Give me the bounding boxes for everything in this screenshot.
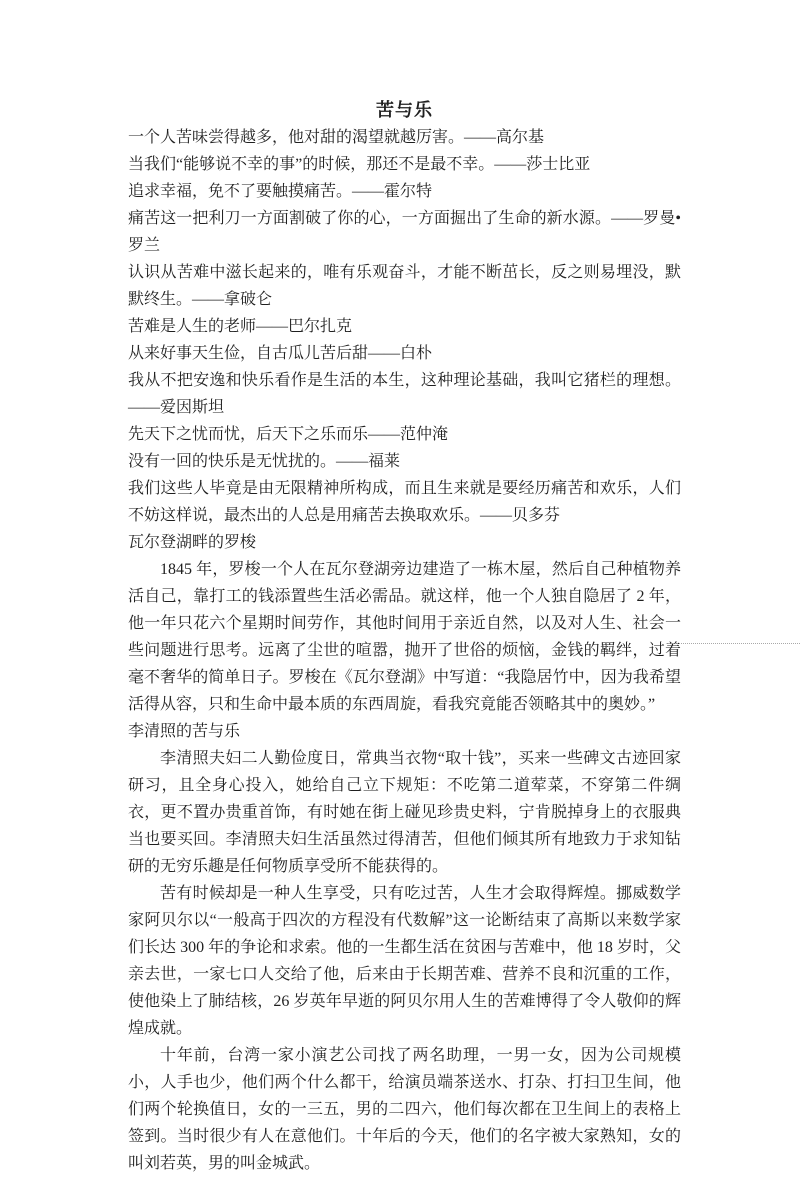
section-heading-liqingzhao: 李清照的苦与乐 (128, 723, 241, 740)
document-title: 苦与乐 (376, 100, 433, 120)
quote-line-fulai: 没有一回的快乐是无忧扰的。——福莱 (128, 453, 401, 470)
section-heading-thoreau: 瓦尔登湖畔的罗梭 (128, 534, 257, 551)
document-page (128, 96, 681, 1177)
paragraph-taiwan-assistants: 十年前，台湾一家小演艺公司找了两名助理，一男一女，因为公司规模小，人手也少，他们两个什么都干，给演员端茶送水、打杂、打扫卫生间，他们两个轮换值日，女的一三五，男的二四六，他们每次都在卫生间上的表格上签到。当时很少有人在意他们。十年后的今天，他们的名字被大家熟知，女的叫刘若英，男的叫金城武。 (128, 1047, 681, 1172)
quote-line-einstein: 我从不把安逸和快乐看作是生活的本生，这种理论基础，我叫它猪栏的理想。——爱因斯坦 (128, 372, 681, 416)
quote-line-baipu: 从来好事天生俭，自古瓜儿苦后甜——白朴 (128, 345, 433, 362)
paragraph-liqingzhao: 李清照夫妇二人勤俭度日，常典当衣物“取十钱”，买来一些碑文古迹回家研习，且全身心投入，她给自己立下规矩：不吃第二道荤菜，不穿第二件绸衣，更不置办贵重首饰，有时她在街上碰见珍贵史料，宁肯脱掉身上的衣服典当也要买回。李清照夫妇生活虽然过得清苦，但他们倾其所有地致力于求知钻研的无穷乐趣是任何物质享受所不能获得的。 (128, 750, 681, 875)
paragraph-thoreau: 1845 年，罗梭一个人在瓦尔登湖旁边建造了一栋木屋，然后自己种植物养活自己，靠打工的钱添置些生活必需品。就这样，他一个人独自隐居了 2 年，他一年只花六个星期时间劳作，其他时间用于亲近自然，以及对人生、社会一些问题进行思考。远离了尘世的喧嚣，抛开了世俗的烦恼，金钱的羁绊，过着毫不奢华的简单日子。罗梭在《瓦尔登湖》中写道：“我隐居竹中，因为我希望活得从容，只和生命中最本质的东西周旋，看我究竟能否领略其中的奥妙。” (128, 561, 681, 713)
quote-line-holt: 追求幸福，免不了要触摸痛苦。——霍尔特 (128, 183, 433, 200)
quote-line-fanzhongyan: 先天下之忧而忧，后天下之乐而乐——范仲淹 (128, 426, 449, 443)
paragraph-abel: 苦有时候却是一种人生享受，只有吃过苦，人生才会取得辉煌。挪威数学家阿贝尔以“一般高于四次的方程没有代数解”这一论断结束了高斯以来数学家们长达 300 年的争论和求索。他的一生都生活在贫困与苦难中，他 18 岁时，父亲去世，一家七口人交给了他，后来由于长期苦难、营养不良和沉重的工作，使他染上了肺结核，26 岁英年早逝的阿贝尔用人生的苦难博得了令人敬仰的辉煌成就。 (128, 885, 681, 1037)
quote-line-balzac: 苦难是人生的老师——巴尔扎克 (128, 318, 353, 335)
quote-line-shakespeare: 当我们“能够说不幸的事”的时候，那还不是最不幸。——莎士比亚 (128, 156, 591, 173)
quote-line-beethoven: 我们这些人毕竟是由无限精神所构成，而且生来就是要经历痛苦和欢乐，人们不妨这样说，最杰出的人总是用痛苦去换取欢乐。——贝多芬 (128, 480, 681, 524)
quote-line-napoleon: 认识从苦难中滋长起来的，唯有乐观奋斗，才能不断茁长，反之则易埋没，默默终生。——拿破仑 (128, 264, 681, 308)
quote-line-gorky: 一个人苦味尝得越多，他对甜的渴望就越厉害。——高尔基 (128, 129, 545, 146)
scan-artifact-dotted-line (668, 643, 800, 644)
quote-line-rolland: 痛苦这一把利刀一方面割破了你的心，一方面掘出了生命的新水源。——罗曼•罗兰 (128, 210, 681, 254)
